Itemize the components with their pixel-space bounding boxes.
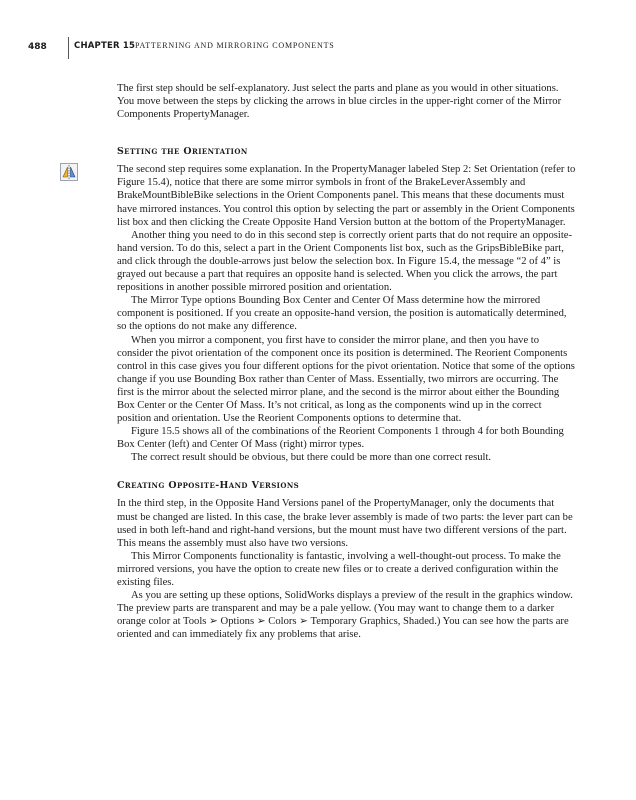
paragraph: As you are setting up these options, SolidWorks displays a preview of the result in the graphics window. The preview parts are transparent and may be a pale yellow. (You may want to change them to a darker orange color at Tools ➢ Options ➢ Colors ➢ Temporary Graphics, Shaded.) You can see how the parts are oriented and can immediately fix any problems that arise. [117,590,573,641]
running-header [28,37,588,57]
paragraph: The Mirror Type options Bounding Box Center and Center Of Mass determine how the mirrored component is positioned. If you create an opposite-hand version, the position is automatically determined, so the options do not make any difference. [117,295,567,333]
paragraph: In the third step, in the Opposite Hand Versions panel of the PropertyManager, only the documents that must be changed are listed. In this case, the brake lever assembly is made of two parts: the lever part can be used in both left-hand and right-hand versions, but the mount must have two different versions of the part. This means the assembly must also have two versions. [117,498,573,549]
page-number: 488 [28,42,47,52]
section-heading-opposite-hand: Creating Opposite-Hand Versions [117,480,300,492]
paragraph: This Mirror Components functionality is fantastic, involving a well-thought-out process. To make the mirrored versions, you have the option to create new files or to create a derived configuration within the existing files. [117,550,561,588]
mirror-components-icon [60,163,78,181]
page-body [117,82,576,641]
header-divider [68,37,69,59]
paragraph: Figure 15.5 shows all of the combinations of the Reorient Components 1 through 4 for both Bounding Box Center (left) and Center Of Mass (right) mirror types. [117,426,564,451]
paragraph: The correct result should be obvious, but there could be more than one correct result. [131,452,492,464]
section-heading-orientation: Setting the Orientation [117,146,248,158]
chapter-title: PATTERNING AND MIRRORING COMPONENTS [135,41,335,50]
paragraph: The second step requires some explanation. In the PropertyManager labeled Step 2: Set Orientation (refer to Figure 15.4), notice that there are some mirror symbols in front of the BrakeLeverAssembly and BrakeMountBibleBike selections in the Orient Components panel. This means that these documents must have mirrored instances. You control this option by selecting the part or assembly in the Orient Components list box and then clicking the Create Opposite Hand Version button at the bottom of the PropertyManager. [117,164,576,228]
paragraph: When you mirror a component, you first have to consider the mirror plane, and then you have to consider the pivot orientation of the component once its position is determined. The Reorient Components control in this case gives you four different options for the pivot orientation. Notice that some of the options change if you use Bounding Box rather than Center of Mass. Essentially, two mirrors are occurring. The first is the mirror about the selected mirror plane, and the second is the mirror about either the Bounding Box Center or the Center Of Mass. It’s not critical, as long as the components wind up in the correct position and orientation. Use the Reorient Components options to determine that. [117,334,575,425]
paragraph: Another thing you need to do in this second step is correctly orient parts that do not require an opposite-hand version. To do this, select a part in the Orient Components list box, such as the GripsBibleBike part, and click through the double-arrows just below the selection box. In Figure 15.4, the message “2 of 4” is grayed out because a part that requires an opposite hand is selected. When you click the arrows, the part repositions in another possible mirrored position and orientation. [117,229,573,294]
intro-paragraph: The first step should be self-explanatory. Just select the parts and plane as you would in other situations. You move between the steps by clicking the arrows in blue circles in the upper-right corner of the Mirror Components PropertyManager. [117,83,562,121]
chapter-label: CHAPTER 15 [74,41,136,51]
